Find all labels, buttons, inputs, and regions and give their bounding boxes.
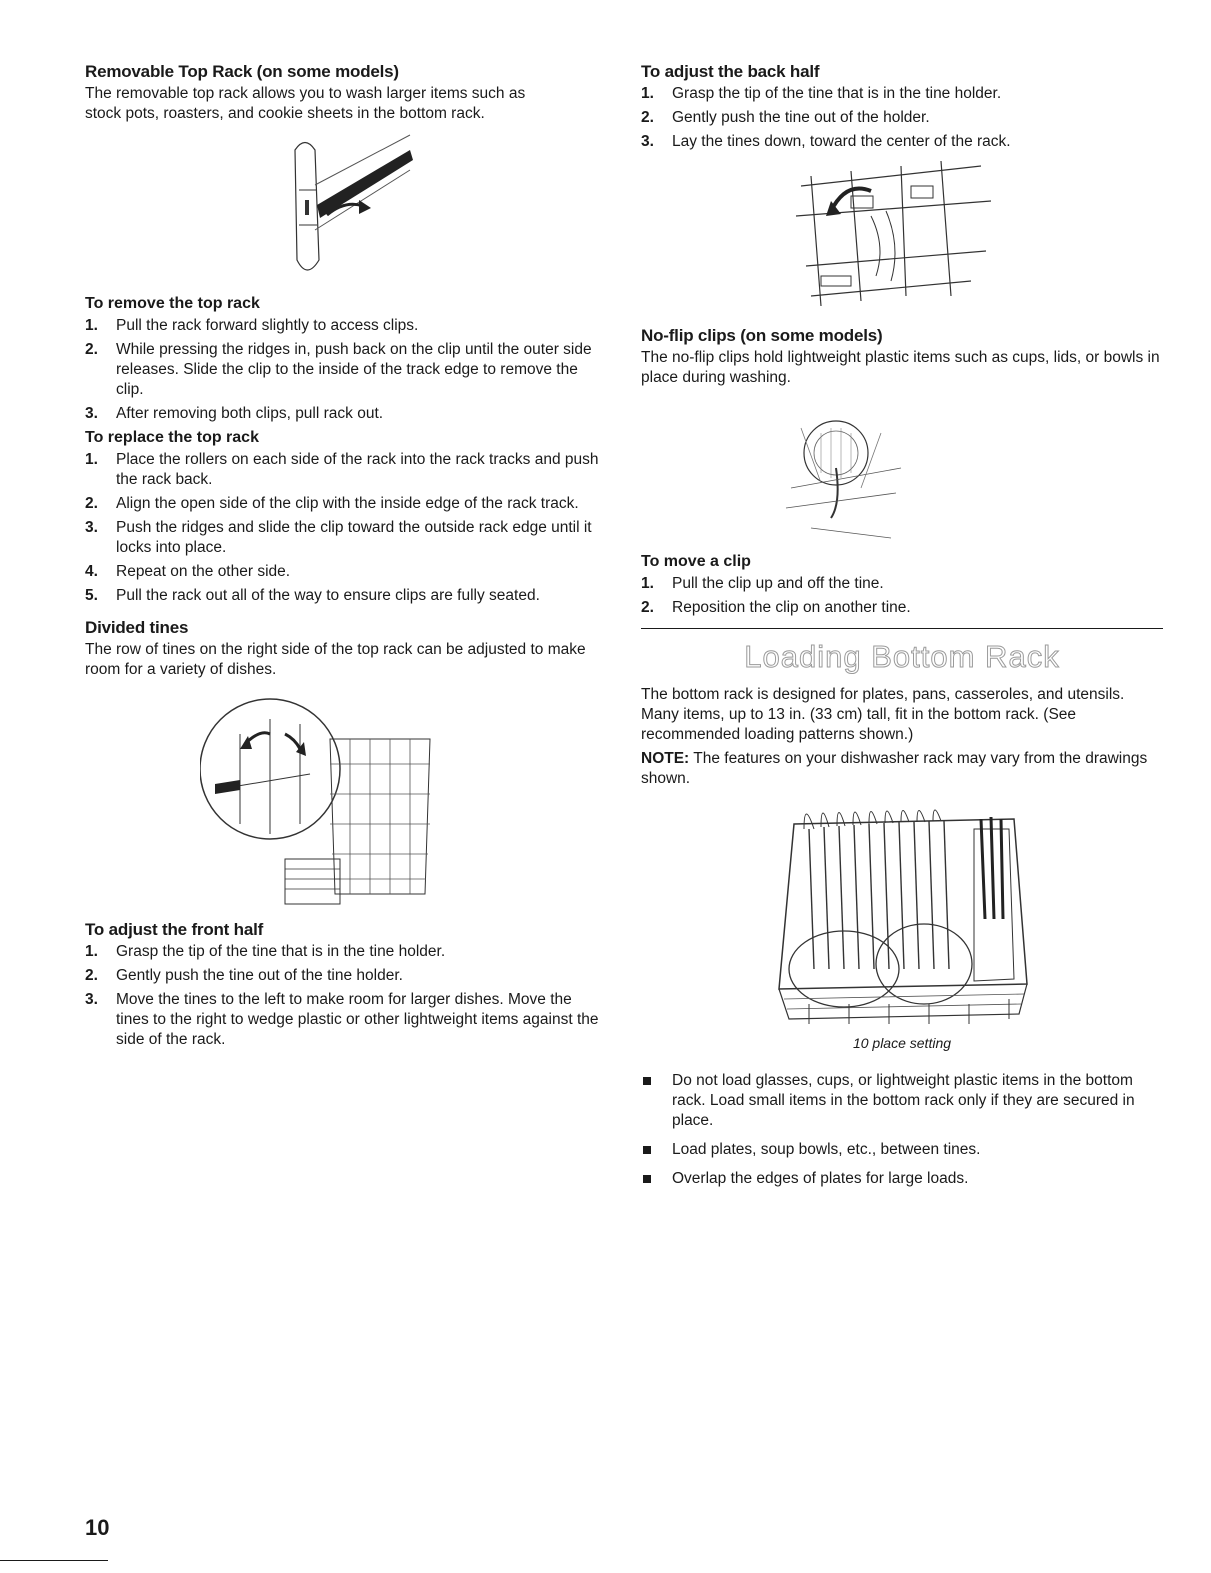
list-item: 1. Grasp the tip of the tine that is in the tine holder. xyxy=(641,85,1002,102)
list-item: 1. Pull the clip up and off the tine. xyxy=(641,575,884,592)
page-number: 10 xyxy=(85,1515,110,1540)
move-clip-heading: To move a clip xyxy=(641,553,751,570)
loading-tips-list xyxy=(641,1071,1163,1189)
removable-top-rack-heading: Removable Top Rack (on some models) xyxy=(85,62,399,81)
front-half-heading: To adjust the front half xyxy=(85,920,264,939)
list-item: 2. Align the open side of the clip with the inside edge of the rack track. xyxy=(85,495,579,512)
remove-steps xyxy=(85,316,605,424)
remove-top-rack-heading: To remove the top rack xyxy=(85,295,260,312)
move-clip-steps xyxy=(641,574,1163,618)
bullet-icon xyxy=(643,1146,651,1154)
loading-bottom-rack-body: The bottom rack is designed for plates, pans, casseroles, and utensils. Many items, up to 13 in. (33 cm) tall, fit in the bottom rack. (See recommended loading patterns shown.) xyxy=(641,686,1125,743)
list-item: 4. Repeat on the other side. xyxy=(85,563,291,580)
right-column xyxy=(641,62,1163,1198)
list-item: 3. Move the tines to the left to make room for larger dishes. Move the tines to the right to wedge plastic or other lightweight items against the side of the rack. xyxy=(85,991,599,1048)
bullet-icon xyxy=(643,1175,651,1183)
section-divider xyxy=(641,628,1163,629)
no-flip-clips-heading: No-flip clips (on some models) xyxy=(641,326,883,345)
removable-top-rack-body: The removable top rack allows you to wash larger items such as stock pots, roasters, and cookie sheets in the bottom rack. xyxy=(85,85,526,122)
bottom-rack-loading-illustration xyxy=(769,799,1039,1029)
note-label: NOTE: xyxy=(641,750,690,767)
no-flip-clips-body: The no-flip clips hold lightweight plastic items such as cups, lids, or bowls in place during washing. xyxy=(641,349,1160,386)
list-item: 2. While pressing the ridges in, push back on the clip until the outer side releases. Slide the clip to the inside of the track edge to remove the clip. xyxy=(85,341,592,398)
note-text: The features on your dishwasher rack may vary from the drawings shown. xyxy=(641,750,1148,787)
list-item: 1. Grasp the tip of the tine that is in the tine holder. xyxy=(85,943,446,960)
left-column xyxy=(85,62,605,1054)
figure-caption: 10 place setting xyxy=(852,1035,952,1051)
list-item: 3. After removing both clips, pull rack out. xyxy=(85,405,384,422)
list-item: Load plates, soup bowls, etc., between tines. xyxy=(641,1140,1163,1160)
note-paragraph xyxy=(641,749,1163,789)
back-half-tines-illustration xyxy=(791,156,1001,316)
list-item: 2. Reposition the clip on another tine. xyxy=(641,599,911,616)
list-item: 2. Gently push the tine out of the holder. xyxy=(641,109,930,126)
divided-tines-heading: Divided tines xyxy=(85,618,189,637)
list-item: 3. Push the ridges and slide the clip toward the outside rack edge until it locks into place. xyxy=(85,519,592,556)
list-item: 2. Gently push the tine out of the tine holder. xyxy=(85,967,403,984)
no-flip-clip-illustration xyxy=(781,408,911,548)
back-half-steps xyxy=(641,84,1163,152)
list-item: Overlap the edges of plates for large loads. xyxy=(641,1169,1163,1189)
list-item: Do not load glasses, cups, or lightweight plastic items in the bottom rack. Load small items in the bottom rack only if they are secured in place. xyxy=(641,1071,1163,1131)
list-item: 5. Pull the rack out all of the way to ensure clips are fully seated. xyxy=(85,587,540,604)
divided-tines-illustration xyxy=(200,694,440,914)
list-item: 1. Place the rollers on each side of the rack into the rack tracks and push the rack back. xyxy=(85,451,599,488)
loading-bottom-rack-banner: Loading Bottom Rack xyxy=(744,639,1060,674)
list-item: 3. Lay the tines down, toward the center of the rack. xyxy=(641,133,1011,150)
back-half-heading: To adjust the back half xyxy=(641,62,820,81)
divided-tines-body: The row of tines on the right side of the top rack can be adjusted to make room for a variety of dishes. xyxy=(85,641,586,678)
bullet-icon xyxy=(643,1077,651,1085)
replace-steps xyxy=(85,450,605,606)
replace-top-rack-heading: To replace the top rack xyxy=(85,429,259,446)
rack-clip-illustration xyxy=(275,130,475,290)
list-item: 1. Pull the rack forward slightly to access clips. xyxy=(85,317,419,334)
front-half-steps xyxy=(85,942,605,1050)
footer-rule xyxy=(0,1560,108,1561)
plates-row xyxy=(809,821,949,969)
